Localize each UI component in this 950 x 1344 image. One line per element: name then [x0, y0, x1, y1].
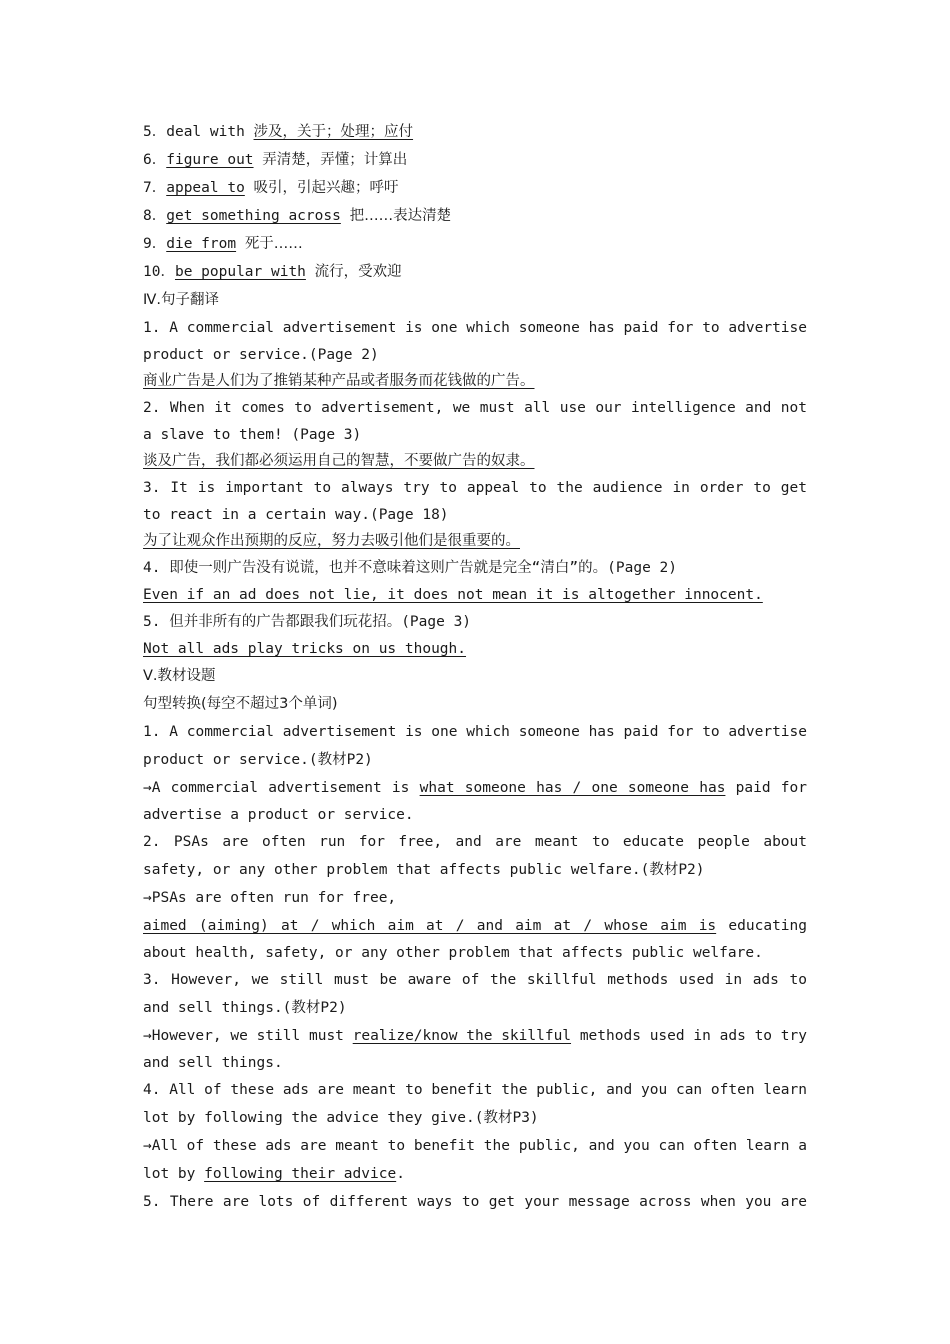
q2-rewrite-line1: →PSAs are often run for free,: [143, 890, 397, 906]
q3-rewrite-suffix: methods used in ads to try: [579, 1028, 807, 1044]
section-subheading: 句型转换(每空不超过3个单词): [143, 696, 338, 712]
q2-line1: 2. PSAs are often run for free, and are meant to educate people about: [143, 834, 807, 850]
translation-list: [143, 314, 807, 662]
q4-line2: lot by following the advice they give.(教材P3): [143, 1110, 539, 1126]
translation-answer-text: 商业广告是人们为了推销某种产品或者服务而花钱做的广告。: [143, 373, 535, 389]
phrase-chinese: 死于……: [244, 236, 303, 252]
phrase-english: figure out: [166, 152, 254, 168]
translation-question-line1: 4. 即使一则广告没有说谎，也并不意味着这则广告就是完全“清白”的。(Page 2): [143, 560, 677, 576]
phrase-chinese: 把……表达清楚: [349, 208, 452, 224]
translation-question-line1: 2. When it comes to advertisement, we must all use our intelligence and not: [143, 400, 807, 416]
translation-answer: [143, 582, 807, 608]
q2-rewrite-line2: [143, 912, 807, 940]
q3-rewrite-line2: and sell things.: [143, 1055, 283, 1071]
q4-line1: 4. All of these ads are meant to benefit the public, and you can often learn: [143, 1082, 807, 1098]
translation-answer-text: 谈及广告，我们都必须运用自己的智慧，不要做广告的奴隶。: [143, 453, 535, 469]
translation-answer-text: 为了让观众作出预期的反应，努力去吸引他们是很重要的。: [143, 533, 520, 549]
q1-rewrite-suffix: paid for: [735, 780, 807, 796]
document-page: [143, 118, 807, 1216]
q4-rewrite-line2: [143, 1160, 807, 1188]
phrase-chinese: 流行，受欢迎: [314, 264, 402, 280]
q3-answer: realize/know the skillful: [352, 1028, 572, 1044]
phrase-item: [143, 258, 807, 286]
q4-answer: following their advice: [204, 1166, 397, 1182]
phrase-item: [143, 174, 807, 202]
q2-rewrite-line3: about health, safety, or any other problem that affects public welfare.: [143, 945, 763, 961]
phrase-english: die from: [166, 236, 237, 252]
translation-question-line2: a slave to them! (Page 3): [143, 427, 362, 443]
q3-line2: and sell things.(教材P2): [143, 1000, 347, 1016]
translation-answer: [143, 528, 807, 554]
q3-rewrite-line1: [143, 1022, 807, 1050]
phrase-chinese: 涉及，关于；处理；应付: [253, 124, 414, 140]
q1-rewrite-line2: advertise a product or service.: [143, 807, 414, 823]
phrase-chinese: 弄清楚，弄懂；计算出: [262, 152, 408, 168]
translation-question-line2: to react in a certain way.(Page 18): [143, 507, 449, 523]
q4-rewrite-prefix: lot by: [143, 1166, 196, 1182]
translation-question-line1: 3. It is important to always try to appeal to the audience in order to get: [143, 480, 807, 496]
translation-answer-text: Not all ads play tricks on us though.: [143, 641, 467, 657]
section-heading-textbook: Ⅴ.教材设题: [143, 668, 216, 684]
translation-answer: [143, 368, 807, 394]
phrase-item: [143, 118, 807, 146]
q2-rewrite-suffix: educating: [728, 918, 807, 934]
q1-answer: what someone has / one someone has: [419, 780, 726, 796]
phrase-english: be popular with: [174, 264, 306, 280]
phrase-item: [143, 146, 807, 174]
section-heading-translation: Ⅳ.句子翻译: [143, 292, 219, 308]
q1-rewrite-prefix: →A commercial advertisement is: [143, 780, 410, 796]
translation-answer-text: Even if an ad does not lie, it does not mean it is altogether innocent.: [143, 587, 763, 603]
q1-line1: 1. A commercial advertisement is one which someone has paid for to advertise: [143, 724, 807, 740]
q5-line1: 5. There are lots of different ways to get your message across when you are: [143, 1194, 807, 1210]
phrase-number: 10．: [143, 264, 175, 280]
phrase-item: [143, 202, 807, 230]
q1-rewrite-line1: [143, 774, 807, 802]
phrase-number: 5．: [143, 124, 167, 140]
translation-answer: [143, 448, 807, 474]
phrase-item: [143, 230, 807, 258]
translation-question-line2: product or service.(Page 2): [143, 347, 379, 363]
q4-rewrite-suffix: .: [396, 1166, 405, 1182]
phrase-english: appeal to: [166, 180, 245, 196]
phrase-english: get something across: [166, 208, 341, 224]
q2-line2: safety, or any other problem that affects public welfare.(教材P2): [143, 862, 705, 878]
phrase-number: 7．: [143, 180, 167, 196]
q3-rewrite-prefix: →However, we still must: [143, 1028, 344, 1044]
phrase-chinese: 吸引，引起兴趣；呼吁: [253, 180, 399, 196]
translation-question-line1: 1. A commercial advertisement is one which someone has paid for to advertise: [143, 320, 807, 336]
q1-line2: product or service.(教材P2): [143, 752, 373, 768]
phrase-english: deal with: [166, 124, 245, 140]
phrase-list: [143, 118, 807, 286]
phrase-number: 6．: [143, 152, 167, 168]
translation-question-line1: 5. 但并非所有的广告都跟我们玩花招。(Page 3): [143, 614, 472, 630]
q4-rewrite-line1: →All of these ads are meant to benefit the public, and you can often learn a: [143, 1138, 807, 1154]
q3-line1: 3. However, we still must be aware of the skillful methods used in ads to: [143, 972, 807, 988]
phrase-number: 9．: [143, 236, 167, 252]
phrase-number: 8．: [143, 208, 167, 224]
q2-answer: aimed (aiming) at / which aim at / and aim at / whose aim is: [143, 918, 717, 934]
translation-answer: [143, 636, 807, 662]
